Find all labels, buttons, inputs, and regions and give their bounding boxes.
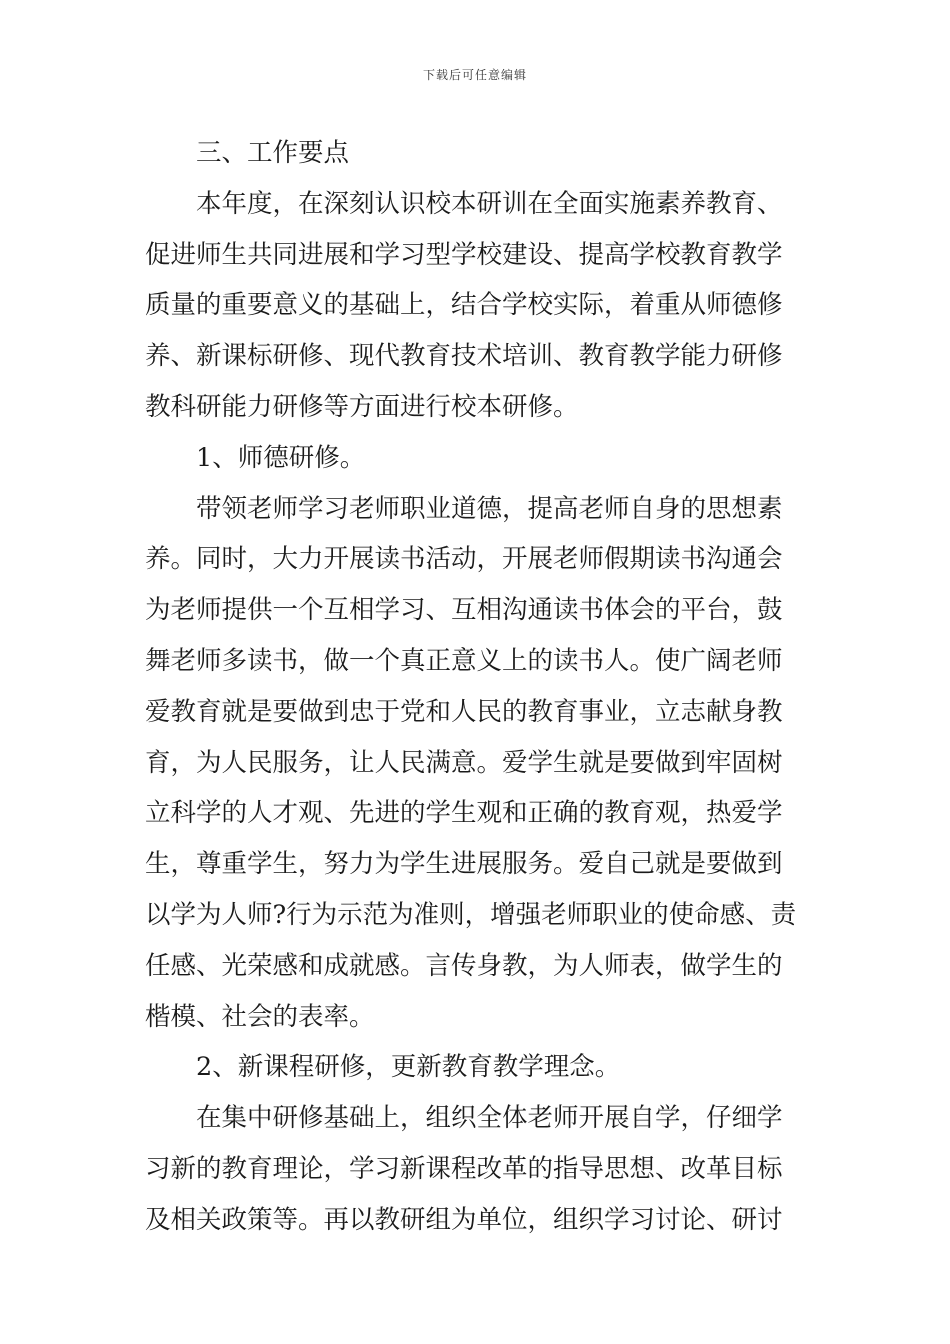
section-heading: 三、工作要点 bbox=[196, 138, 350, 168]
paragraph-line: 本年度，在深刻认识校本研训在全面实施素养教育、 bbox=[196, 188, 783, 219]
paragraph-line: 育，为人民服务，让人民满意。爱学生就是要做到牢固树 bbox=[145, 747, 783, 778]
paragraph-line: 以学为人师?行为示范为准则，增强老师职业的使命感、责 bbox=[145, 899, 797, 930]
paragraph-line: 质量的重要意义的基础上，结合学校实际，着重从师德修 bbox=[145, 290, 783, 321]
paragraph-line: 促进师生共同进展和学习型学校建设、提高学校教育教学 bbox=[145, 239, 783, 270]
paragraph-line: 在集中研修基础上，组织全体老师开展自学，仔细学 bbox=[196, 1103, 783, 1134]
paragraph-line: 楷模、社会的表率。 bbox=[145, 1001, 375, 1032]
page-header-note: 下载后可任意编辑 bbox=[422, 68, 527, 82]
paragraph-line: 教科研能力研修等方面进行校本研修。 bbox=[145, 391, 579, 422]
paragraph-line: 养、新课标研修、现代教育技术培训、教育教学能力研修 bbox=[145, 341, 783, 372]
paragraph-line: 舞老师多读书，做一个真正意义上的读书人。使广阔老师 bbox=[145, 645, 783, 676]
paragraph-line: 及相关政策等。再以教研组为单位，组织学习讨论、研讨 bbox=[145, 1204, 783, 1235]
paragraph-line: 任感、光荣感和成就感。言传身教，为人师表，做学生的 bbox=[145, 950, 783, 981]
paragraph-line: 爱教育就是要做到忠于党和人民的教育事业，立志献身教 bbox=[145, 696, 783, 727]
paragraph-line: 立科学的人才观、先进的学生观和正确的教育观，热爱学 bbox=[145, 798, 783, 829]
paragraph-line: 带领老师学习老师职业道德，提高老师自身的思想素 bbox=[196, 493, 783, 524]
paragraph-line: 养。同时，大力开展读书活动，开展老师假期读书沟通会 bbox=[145, 544, 783, 575]
document-body bbox=[145, 128, 810, 1246]
subsection-heading: 1、师德研修。 bbox=[196, 442, 366, 473]
paragraph-line: 生，尊重学生，努力为学生进展服务。爱自己就是要做到 bbox=[145, 849, 783, 880]
subsection-heading: 2、新课程研修，更新教育教学理念。 bbox=[196, 1052, 621, 1083]
paragraph-line: 为老师提供一个互相学习、互相沟通读书体会的平台，鼓 bbox=[145, 595, 783, 626]
paragraph-line: 习新的教育理论，学习新课程改革的指导思想、改革目标 bbox=[145, 1153, 783, 1184]
